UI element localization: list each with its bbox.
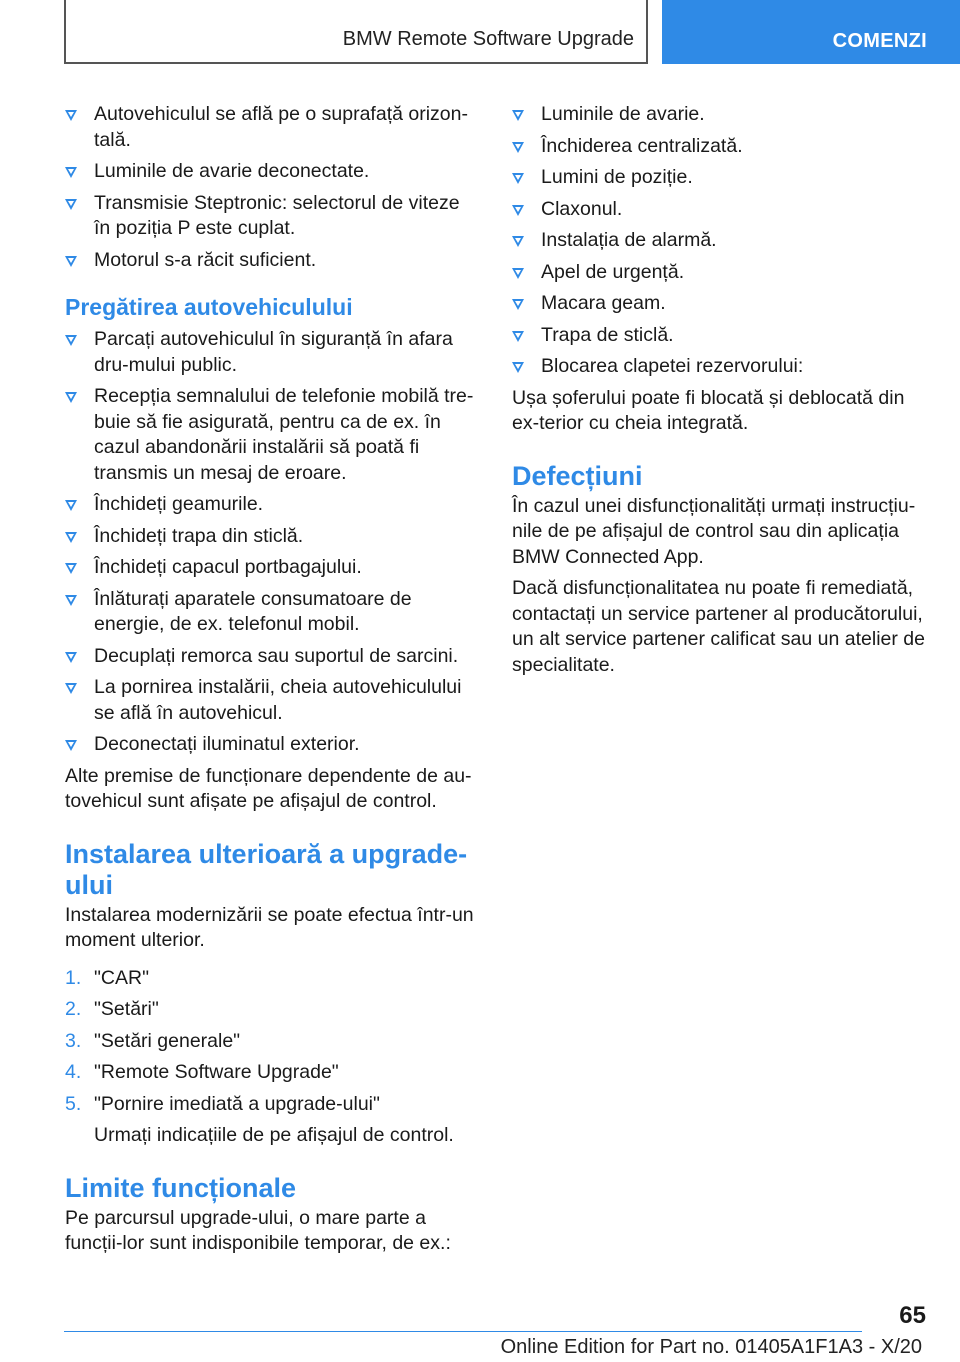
step-number: 1. (65, 966, 82, 989)
bullet-triangle-icon (512, 362, 524, 373)
conditions-list (65, 102, 480, 273)
heading-later-install: Instalarea ulterioară a upgrade-ului (65, 838, 468, 900)
list-item: Decuplați remorca sau suportul de sarcini. (65, 644, 480, 670)
step-item: 3. "Setări generale" (65, 1029, 480, 1055)
step-item: 1. "CAR" (65, 966, 480, 992)
bullet-triangle-icon (512, 299, 524, 310)
bullet-triangle-icon (512, 110, 524, 121)
list-item: Macara geam. (512, 291, 930, 317)
list-item: Luminile de avarie deconectate. (65, 159, 480, 185)
step-number: 3. (65, 1029, 82, 1052)
bullet-triangle-icon (512, 268, 524, 279)
heading-functional-limits: Limite funcționale (65, 1172, 297, 1203)
step-item: 4. "Remote Software Upgrade" (65, 1060, 480, 1086)
list-item: Lumini de poziție. (512, 165, 930, 191)
section-tab[interactable] (662, 0, 960, 64)
header-title-box (64, 0, 648, 64)
bullet-triangle-icon (65, 683, 77, 694)
list-item: Motorul s-a răcit suficient. (65, 248, 480, 274)
bullet-triangle-icon (65, 532, 77, 543)
faults-paragraph-2: Dacă disfuncționalitatea nu poate fi remediată, contactați un service partener al producătorului, un alt service partener calificat sau un atelier de specialitate. (512, 577, 925, 676)
list-item: Blocarea clapetei rezervorului: (512, 354, 930, 380)
list-item: Autovehiculul se află pe o suprafață orizon-tală. (65, 102, 480, 153)
list-item: Înlăturați aparatele consumatoare de energie, de ex. telefonul mobil. (65, 587, 480, 638)
list-item: Apel de urgență. (512, 260, 930, 286)
premise-paragraph: Alte premise de funcționare dependente de au-tovehicul sunt afișate pe afișajul de control. (65, 764, 472, 812)
step-note: Urmați indicațiile de pe afișajul de control. (94, 1124, 454, 1146)
list-item: Trapa de sticlă. (512, 323, 930, 349)
list-item: Închideți geamurile. (65, 492, 480, 518)
list-item: Închiderea centralizată. (512, 134, 930, 160)
install-steps (65, 966, 480, 1118)
limits-paragraph: Pe parcursul upgrade-ului, o mare parte a funcții-lor sunt indisponibile temporar, de ex.: (65, 1206, 451, 1254)
list-item: Luminile de avarie. (512, 102, 930, 128)
bullet-triangle-icon (65, 652, 77, 663)
bullet-triangle-icon (65, 595, 77, 606)
bullet-triangle-icon (65, 256, 77, 267)
heading-vehicle-preparation: Pregătirea autovehiculului (65, 294, 353, 320)
header-title: BMW Remote Software Upgrade (342, 28, 634, 50)
list-item: Claxonul. (512, 197, 930, 223)
driver-door-paragraph: Ușa șoferului poate fi blocată și deblocată din ex-terior cu cheia integrată. (512, 386, 905, 434)
bullet-triangle-icon (65, 500, 77, 511)
list-item: La pornirea instalării, cheia autovehiculului se află în autovehicul. (65, 675, 480, 726)
bullet-triangle-icon (65, 392, 77, 403)
list-item: Recepția semnalului de telefonie mobilă tre-buie să fie asigurată, pentru ca de ex. în cazul abandonării instalării să poată fi transmis un mesaj de eroare. (65, 384, 480, 486)
bullet-triangle-icon (65, 335, 77, 346)
bullet-triangle-icon (65, 167, 77, 178)
footer-divider (64, 1331, 862, 1332)
bullet-triangle-icon (512, 173, 524, 184)
list-item: Închideți trapa din sticlă. (65, 524, 480, 550)
heading-faults: Defecțiuni (512, 460, 643, 491)
preparation-list (65, 327, 480, 758)
bullet-triangle-icon (65, 110, 77, 121)
bullet-triangle-icon (512, 331, 524, 342)
list-item: Instalația de alarmă. (512, 228, 930, 254)
list-item: Parcați autovehiculul în siguranță în afara dru-mului public. (65, 327, 480, 378)
section-tab-label: COMENZI (832, 30, 927, 52)
left-column (65, 102, 480, 1263)
step-item: 5. "Pornire imediată a upgrade-ului" (65, 1092, 480, 1118)
bullet-triangle-icon (512, 205, 524, 216)
page-number: 65 (899, 1302, 926, 1329)
unavailable-functions-list (512, 102, 930, 380)
list-item: Închideți capacul portbagajului. (65, 555, 480, 581)
step-number: 2. (65, 998, 82, 1020)
bullet-triangle-icon (65, 199, 77, 210)
list-item: Deconectați iluminatul exterior. (65, 732, 480, 758)
footer-edition: Online Edition for Part no. 01405A1F1A3 - X/20 (500, 1336, 922, 1358)
faults-paragraph-1: În cazul unei disfuncționalități urmați instrucțiu-nile de pe afișajul de control sau din aplicația BMW Connected App. (512, 494, 916, 568)
bullet-triangle-icon (65, 740, 77, 751)
bullet-triangle-icon (512, 142, 524, 153)
right-column (512, 102, 930, 684)
bullet-triangle-icon (512, 236, 524, 247)
list-item: Transmisie Steptronic: selectorul de viteze în poziția P este cuplat. (65, 191, 480, 242)
bullet-triangle-icon (65, 563, 77, 574)
step-item: 2. "Setări" (65, 997, 480, 1023)
install-paragraph: Instalarea modernizării se poate efectua într-un moment ulterior. (65, 903, 474, 951)
step-number: 5. (65, 1092, 82, 1115)
step-number: 4. (65, 1061, 82, 1083)
